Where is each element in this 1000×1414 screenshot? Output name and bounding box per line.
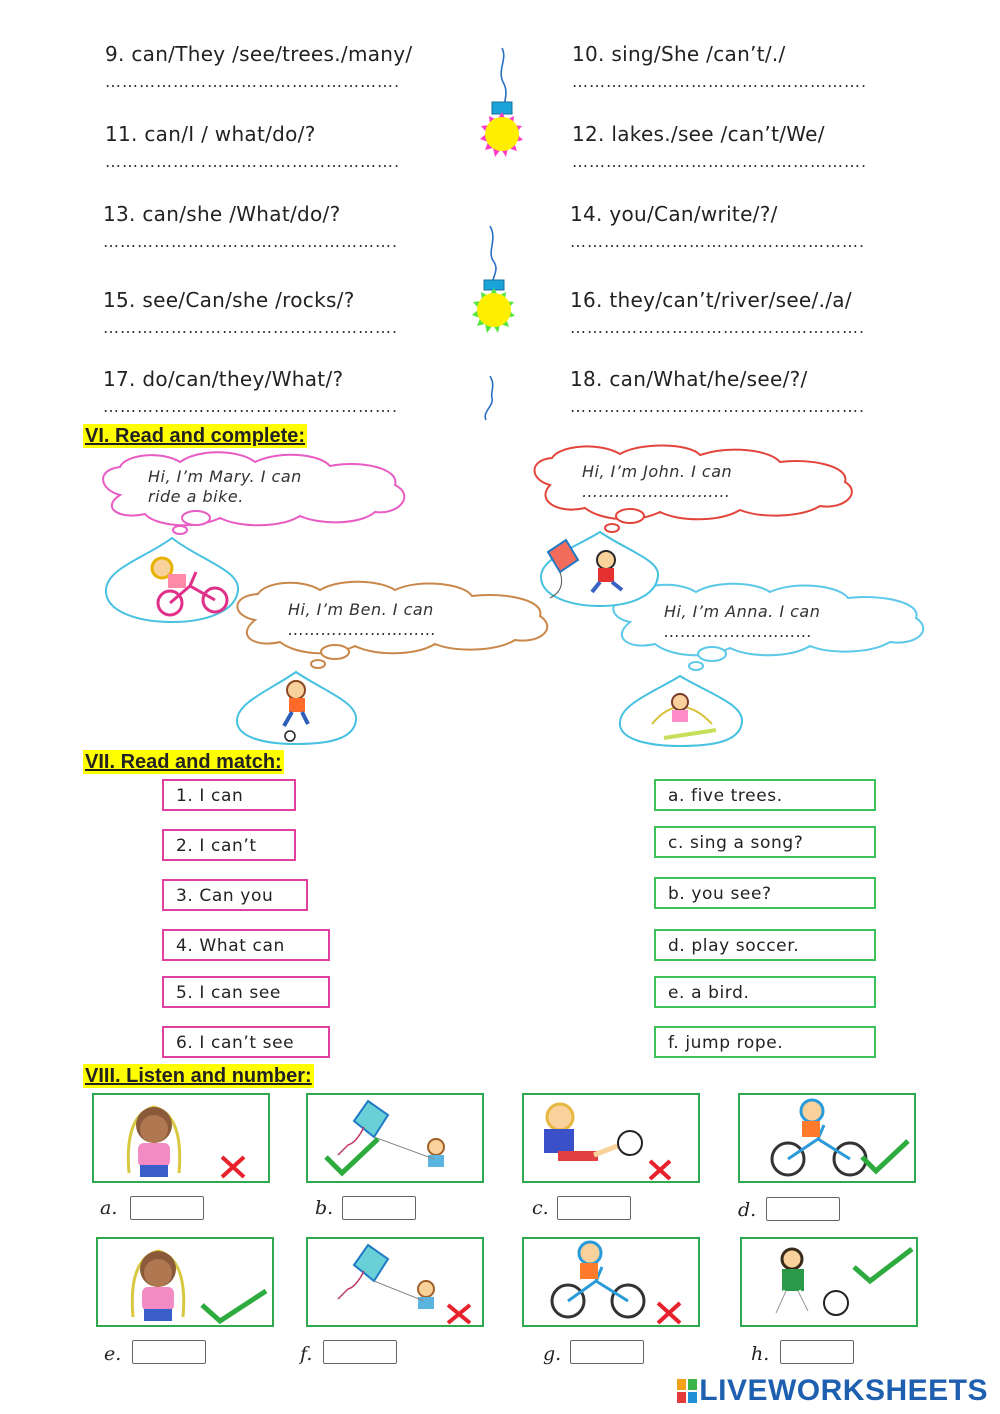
picture-c [522,1093,700,1183]
question-15: 15. see/Can/she /rocks/? [103,288,355,312]
bike-boy-icon [524,1239,698,1325]
bike-boy-icon [740,1095,914,1181]
jump-rope-girl-icon [94,1095,268,1181]
answer-line-18[interactable]: ……………………………………………. [570,397,866,416]
liveworksheets-logo-icon [677,1379,697,1403]
match-right-a[interactable]: a. five trees. [654,779,876,811]
match-right-d[interactable]: d. play soccer. [654,929,876,961]
answer-box-g[interactable] [570,1340,644,1364]
match-left-6[interactable]: 6. I can’t see [162,1026,330,1058]
question-12: 12. lakes./see /can’t/We/ [572,122,825,146]
question-10: 10. sing/She /can’t/./ [572,42,786,66]
picture-e [96,1237,274,1327]
answer-box-h[interactable] [780,1340,854,1364]
answer-line-13[interactable]: ……………………………………………. [103,232,399,251]
answer-line-10[interactable]: ……………………………………………. [572,72,868,91]
answer-line-15[interactable]: ……………………………………………. [103,318,399,337]
label-g: g. [543,1343,562,1365]
match-left-4[interactable]: 4. What can [162,929,330,961]
match-left-1[interactable]: 1. I can [162,779,296,811]
answer-line-12[interactable]: ……………………………………………. [572,152,868,171]
section-viii-title: VIII. Listen and number: [85,1065,312,1087]
answer-box-c[interactable] [557,1196,631,1220]
bubble-anna-blank[interactable]: ……………………… [664,622,813,641]
question-16: 16. they/can’t/river/see/./a/ [570,288,852,312]
picture-d [738,1093,916,1183]
section-vii-title: VII. Read and match: [85,751,282,773]
question-18: 18. can/What/he/see/?/ [570,367,808,391]
match-left-5[interactable]: 5. I can see [162,976,330,1008]
soccer-boy-icon [742,1239,916,1325]
soccer-girl-icon [524,1095,698,1181]
bubble-mary-line1: Hi, I’m Mary. I can [148,467,302,486]
bubble-john-line1: Hi, I’m John. I can [582,462,733,481]
label-c: c. [532,1197,549,1219]
label-f: f. [300,1343,313,1365]
liveworksheets-logo: LIVEWORKSHEETS [677,1374,988,1408]
kite-boy-icon [308,1095,482,1181]
answer-box-e[interactable] [132,1340,206,1364]
answer-box-d[interactable] [766,1197,840,1221]
hanging-ornaments-icon [460,40,540,430]
label-h: h. [751,1343,770,1365]
picture-f [306,1237,484,1327]
picture-h [740,1237,918,1327]
label-d: d. [738,1199,757,1221]
answer-line-11[interactable]: ……………………………………………. [105,152,401,171]
answer-line-16[interactable]: ……………………………………………. [570,318,866,337]
answer-box-f[interactable] [323,1340,397,1364]
match-right-e[interactable]: e. a bird. [654,976,876,1008]
answer-line-17[interactable]: ……………………………………………. [103,397,399,416]
label-e: e. [104,1343,122,1365]
kite-boy-icon [308,1239,482,1325]
match-left-3[interactable]: 3. Can you [162,879,308,911]
question-9: 9. can/They /see/trees./many/ [105,42,413,66]
bubble-john-blank[interactable]: ……………………… [582,482,731,501]
answer-box-b[interactable] [342,1196,416,1220]
picture-a [92,1093,270,1183]
picture-g [522,1237,700,1327]
answer-line-14[interactable]: ……………………………………………. [570,232,866,251]
jump-rope-girl-icon [98,1239,272,1325]
label-a: a. [100,1197,118,1219]
bubble-anna-line1: Hi, I’m Anna. I can [664,602,821,621]
answer-line-9[interactable]: ……………………………………………. [105,72,401,91]
bubble-ben-blank[interactable]: ……………………… [288,620,437,639]
section-vi-title: VI. Read and complete: [85,425,306,447]
match-left-2[interactable]: 2. I can’t [162,829,296,861]
answer-box-a[interactable] [130,1196,204,1220]
match-right-f[interactable]: f. jump rope. [654,1026,876,1058]
match-right-b[interactable]: b. you see? [654,877,876,909]
label-b: b. [315,1197,334,1219]
question-11: 11. can/I / what/do/? [105,122,316,146]
question-17: 17. do/can/they/What/? [103,367,344,391]
bubble-mary-line2: ride a bike. [148,487,244,506]
match-right-c[interactable]: c. sing a song? [654,826,876,858]
question-13: 13. can/she /What/do/? [103,202,341,226]
bubble-ben-line1: Hi, I’m Ben. I can [288,600,434,619]
question-14: 14. you/Can/write/?/ [570,202,778,226]
picture-b [306,1093,484,1183]
